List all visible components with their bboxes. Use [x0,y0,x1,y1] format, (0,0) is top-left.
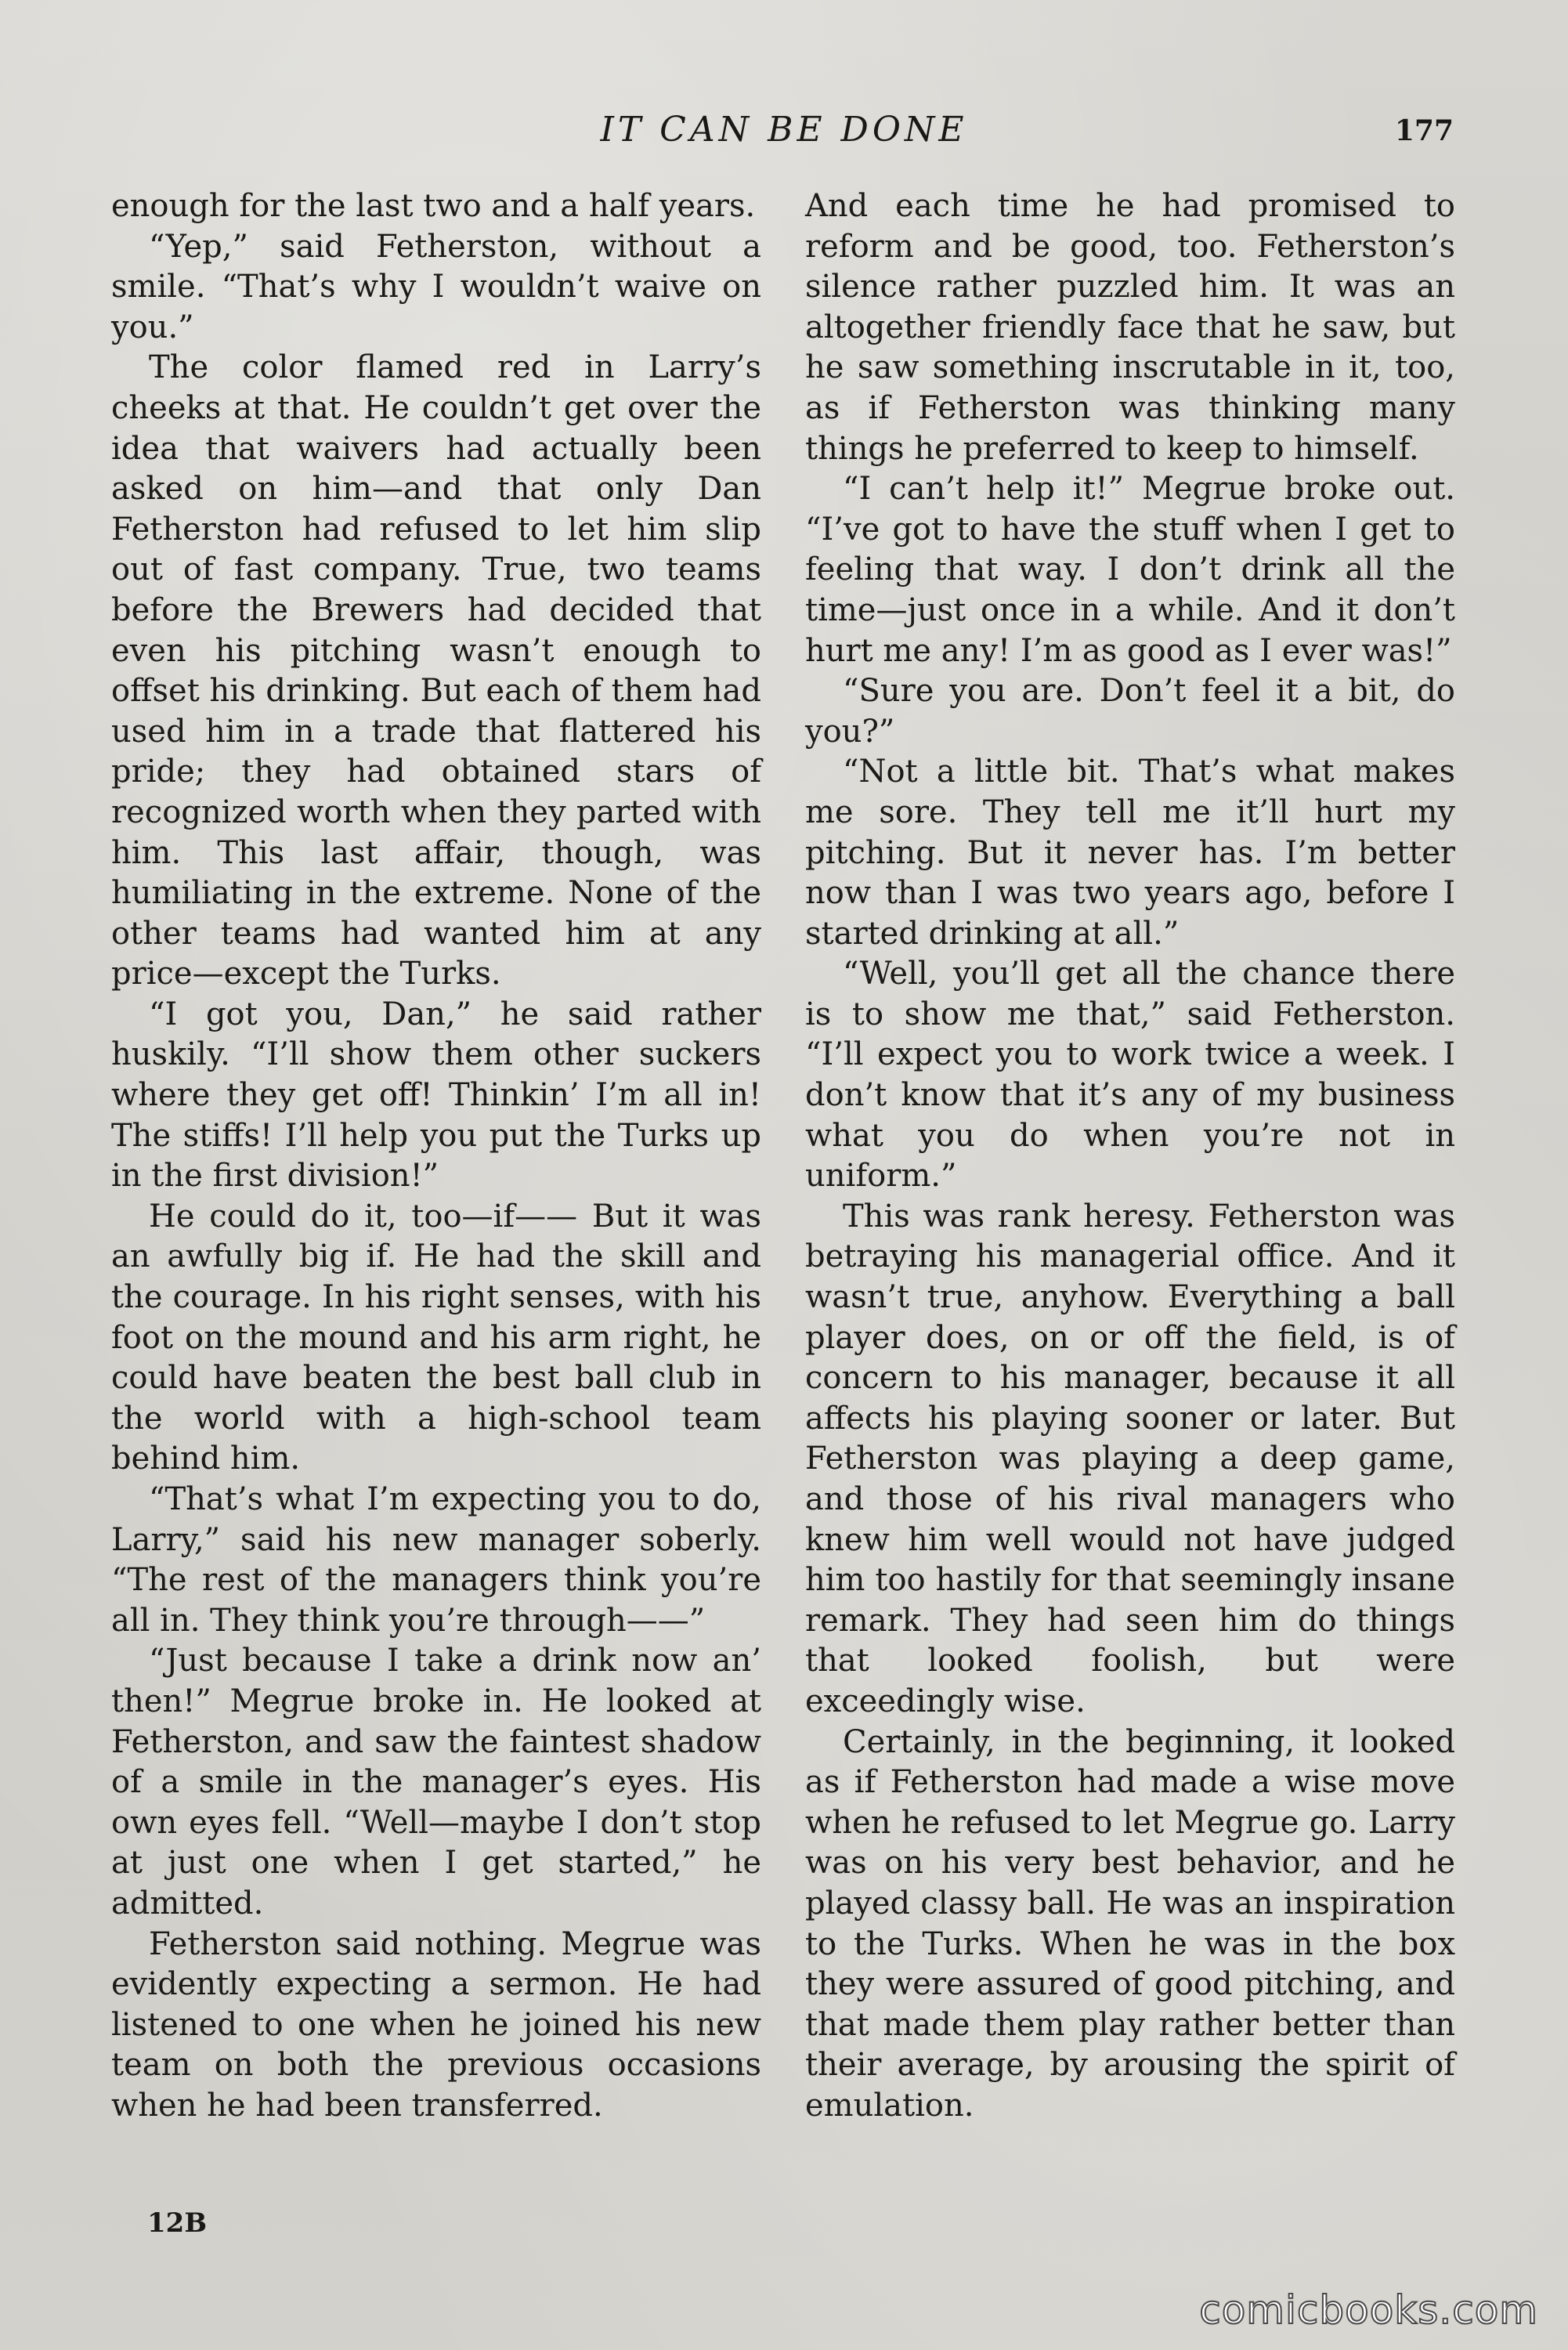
running-title: IT CAN BE DONE [600,110,968,150]
right-text-column [805,186,1455,2127]
page-number: 177 [1394,114,1454,147]
paragraph: Certainly, in the beginning, it looked as if Fetherston had made a wise move when he refused to let Megrue go. Larry was on his very best behavior, and he played classy ball. He was an inspiration to the Turks. When he was in the box they were assured of good pitching, and that made them play rather better than their average, by arousing the spirit of emulation. [805,1723,1455,2124]
left-text-column [111,186,761,2127]
paragraph: This was rank heresy. Fetherston was betraying his managerial office. And it wasn’t true, anyhow. Everything a ball player does, on or off the field, is of concern to his manager, because it all affects his playing sooner or later. But Fetherston was playing a deep game, and those of his rival managers who knew him well would not have judged him too hastily for that seemingly insane remark. They had seen him do things that looked foolish, but were exceedingly wise. [805,1198,1455,1719]
paragraph: “Not a little bit. That’s what makes me sore. They tell me it’ll hurt my pitching. But it never has. I’m better now than I was two years ago, before I started drinking at all.” [805,754,1455,952]
paragraph-continued: And each time he had promised to reform and be good, too. Fetherston’s silence rather puzzled him. It was an altogether friendly face that he saw, but he saw something inscrutable in it, too, as if Fetherston was thinking many things he preferred to keep to himself. [805,188,1455,467]
paragraph-continued: enough for the last two and a half years. [111,188,756,224]
site-watermark: comicbooks.com [1199,2287,1538,2333]
paragraph: “Just because I take a drink now an’ then!” Megrue broke in. He looked at Fetherston, and saw the faintest shadow of a smile in the manager’s eyes. His own eyes fell. “Well—maybe I don’t stop at just one when I get started,” he admitted. [111,1643,761,1922]
paragraph: “I got you, Dan,” he said rather huskily. “I’ll show them other suckers where they get off! Thinkin’ I’m all in! The stiffs! I’ll help you put the Turks up in the first division!” [111,996,761,1195]
printer-signature-mark: 12B [147,2207,208,2239]
paragraph: Fetherston said nothing. Megrue was evidently expecting a sermon. He had listened to one when he joined his new team on both the previous occasions when he had been transferred. [111,1925,761,2124]
paragraph: The color flamed red in Larry’s cheeks at that. He couldn’t get over the idea that waivers had actually been asked on him—and that only Dan Fetherston had refused to let him slip out of fast company. True, two teams before the Brewers had decided that even his pitching wasn’t enough to offset his drinking. But each of them had used him in a trade that flattered his pride; they had obtained stars of recognized worth when they parted with him. This last affair, though, was humiliating in the extreme. None of the other teams had wanted him at any price—except the Turks. [111,349,761,992]
running-head [0,110,1568,157]
paragraph: “Sure you are. Don’t feel it a bit, do you?” [805,673,1455,750]
paragraph: “Well, you’ll get all the chance there is to show me that,” said Fetherston. “I’ll expect you to work twice a week. I don’t know that it’s any of my business what you do when you’re not in uniform.” [805,956,1455,1195]
paragraph: “I can’t help it!” Megrue broke out. “I’ve got to have the stuff when I get to feeling that way. I don’t drink all the time—just once in a while. And it don’t hurt me any! I’m as good as I ever was!” [805,471,1455,669]
paragraph: He could do it, too—if—— But it was an awfully big if. He had the skill and the courage. In his right senses, with his foot on the mound and his arm right, he could have beaten the best ball club in the world with a high-school team behind him. [111,1198,761,1477]
paragraph: “Yep,” said Fetherston, without a smile. “That’s why I wouldn’t waive on you.” [111,228,761,345]
paragraph: “That’s what I’m expecting you to do, Larry,” said his new manager soberly. “The rest of the managers think you’re all in. They think you’re through——” [111,1481,761,1639]
